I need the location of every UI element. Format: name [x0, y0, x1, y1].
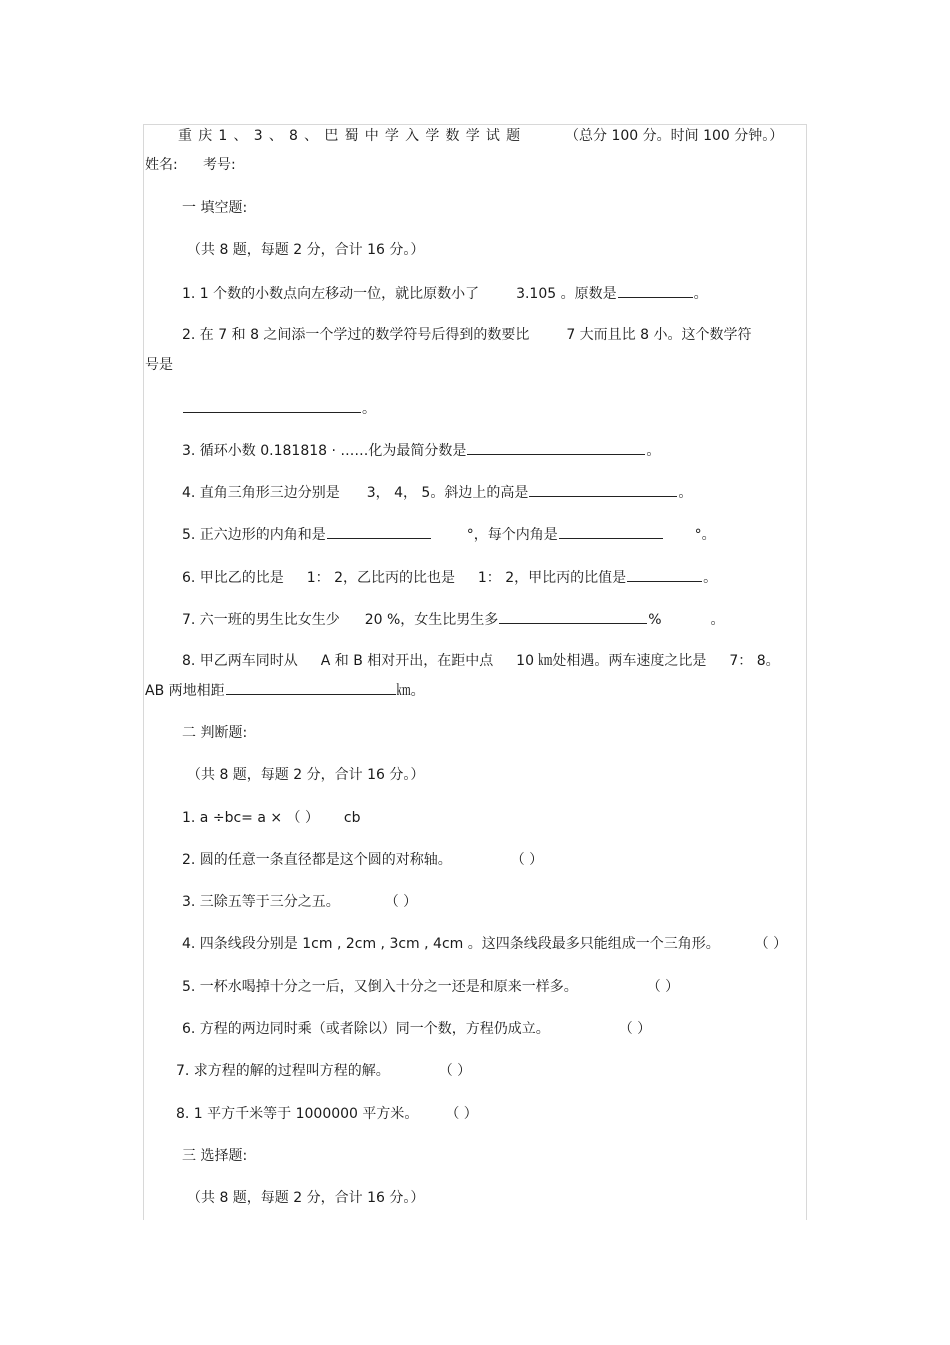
answer-blank[interactable] — [467, 440, 645, 455]
question-2-cont: 号是 — [145, 357, 173, 373]
judge-item-1: 1. a ÷bc= a × （ ） cb — [182, 810, 361, 826]
question-8: 8. 甲乙两车同时从 A 和 B 相对开出，在距中点 10 ㎞处相遇。两车速度之比是 7： 8。 — [182, 653, 780, 669]
question-7: 7. 六一班的男生比女生少 20 %，女生比男生多 % 。 — [182, 609, 725, 630]
question-8-cont: AB 两地相距 ㎞。 — [145, 680, 425, 701]
page-frame-right — [806, 124, 807, 1220]
judge-item-3: 3. 三除五等于三分之五。 （ ） — [182, 894, 418, 910]
judge-item-7: 7. 求方程的解的过程叫方程的解。 （ ） — [176, 1063, 472, 1079]
judge-item-5: 5. 一杯水喝掉十分之一后，又倒入十分之一还是和原来一样多。 （ ） — [182, 979, 680, 995]
section2-heading: 二 判断题: — [182, 725, 248, 741]
section2-note: （共 8 题，每题 2 分，合计 16 分。） — [187, 767, 425, 783]
question-2: 2. 在 7 和 8 之间添一个学过的数学符号后得到的数要比 7 大而且比 8 小。这个数学符 — [182, 327, 752, 343]
answer-blank[interactable] — [183, 398, 361, 413]
answer-blank[interactable] — [559, 524, 663, 539]
question-2-answer: 。 — [182, 398, 376, 419]
judge-item-2: 2. 圆的任意一条直径都是这个圆的对称轴。 （ ） — [182, 852, 544, 868]
answer-blank[interactable] — [529, 482, 677, 497]
judge-item-6: 6. 方程的两边同时乘（或者除以）同一个数，方程仍成立。 （ ） — [182, 1021, 652, 1037]
judge-item-4: 4. 四条线段分别是 1cm , 2cm , 3cm , 4cm 。这四条线段最多只能组成一个三角形。 （ ） — [182, 936, 788, 952]
answer-blank[interactable] — [327, 524, 431, 539]
answer-paren[interactable]: （ ） — [754, 936, 788, 952]
question-6: 6. 甲比乙的比是 1： 2，乙比丙的比也是 1： 2，甲比丙的比值是 。 — [182, 567, 717, 588]
answer-blank[interactable] — [618, 283, 693, 298]
question-5: 5. 正六边形的内角和是 °，每个内角是 °。 — [182, 524, 716, 545]
answer-blank[interactable] — [499, 609, 647, 624]
exam-title-note: （总分 100 分。时间 100 分钟。） — [565, 128, 784, 144]
answer-paren[interactable]: （ ） — [445, 1106, 478, 1122]
answer-blank[interactable] — [226, 680, 396, 695]
section1-heading: 一 填空题: — [182, 200, 248, 216]
id-label: 考号: — [203, 157, 236, 173]
question-3: 3. 循环小数 0.181818 · ……化为最简分数是 。 — [182, 440, 660, 461]
answer-blank[interactable] — [627, 567, 702, 582]
page-frame-top — [143, 124, 807, 125]
section1-note: （共 8 题，每题 2 分，合计 16 分。） — [187, 242, 425, 258]
answer-paren[interactable]: （ ） — [438, 1063, 472, 1079]
section3-note: （共 8 题，每题 2 分，合计 16 分。） — [187, 1190, 425, 1206]
answer-paren[interactable]: （ ） — [510, 852, 544, 868]
name-label: 姓名: — [145, 157, 178, 173]
exam-title: 重庆1、3、8、巴蜀中学入学数学试题 — [178, 128, 527, 144]
answer-paren[interactable]: （ ） — [384, 894, 418, 910]
judge-item-8: 8. 1 平方千米等于 1000000 平方米。 （ ） — [176, 1106, 478, 1122]
section3-heading: 三 选择题: — [182, 1148, 248, 1164]
page-frame-left — [143, 124, 144, 1220]
answer-paren[interactable]: （ ） — [646, 979, 680, 995]
answer-paren[interactable]: （ ） — [618, 1021, 652, 1037]
question-4: 4. 直角三角形三边分别是 3， 4， 5。斜边上的高是 。 — [182, 482, 692, 503]
question-1: 1. 1 个数的小数点向左移动一位，就比原数小了 3.105 。原数是 。 — [182, 283, 708, 304]
